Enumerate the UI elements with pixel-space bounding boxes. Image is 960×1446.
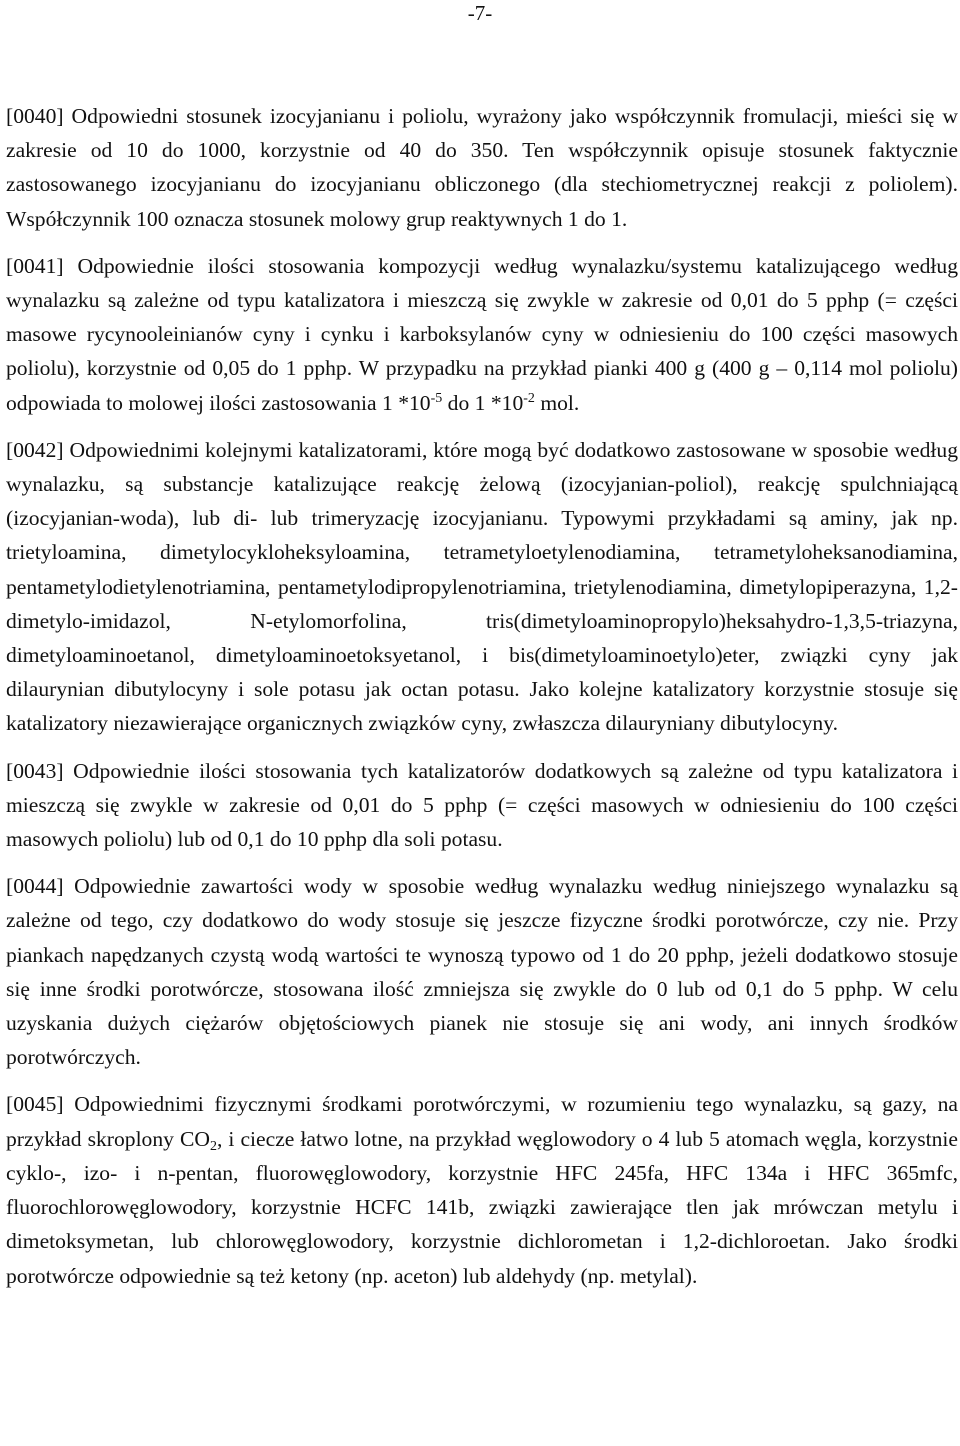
paragraph-text: Odpowiednie zawartości wody w sposobie według wynalazku według niniejszego wynalazku są zależne od tego, czy dodatkowo do wody stosuje się jeszcze fizyczne środki porotwórcze, czy nie. Przy piankach napędzanych czystą wodą wartości te wynoszą typowo od 1 do 20 pphp, jeżeli dodatkowo stosuje się inne środki porotwórcze, stosowana ilość zmniejsza się zwykle do 0 lub od 0,1 do 5 pphp. W celu uzyskania dużych ciężarów objętościowych pianek nie stosuje się ani wody, ani innych środków porotwórczych. bbox=[6, 874, 958, 1070]
paragraph-text: Odpowiednimi fizycznymi środkami porotwórczymi, w rozumieniu tego wynalazku, są gazy, na przykład skroplony CO bbox=[6, 1092, 958, 1151]
paragraph-text: , i ciecze łatwo lotne, na przykład węglowodory o 4 lub 5 atomach węgla, korzystnie cyklo-, izo- i n-pentan, fluorowęglowodory, korzystnie HFC 245fa, HFC 134a i HFC 365mfc, fluorochlorowęglowodory, korzystnie HCFC 141b, związki zawierające tlen jak mrówczan metylu i dimetoksymetan, lub chlorowęglowodory, korzystnie dichlorometan i 1,2-dichloroetan. Jako środki porotwórcze odpowiednie są też ketony (np. aceton) lub aldehydy (np. metylal). bbox=[6, 1126, 958, 1288]
paragraph-text: Odpowiednie ilości stosowania tych katalizatorów dodatkowych są zależne od typu katalizatora i mieszczą się zwykle w zakresie od 0,01 do 5 pphp (= części masowych w odniesieniu do 100 części masowych poliolu) lub od 0,1 do 10 pphp dla soli potasu. bbox=[6, 758, 958, 852]
paragraph-0042 bbox=[6, 433, 958, 741]
paragraph-text: Odpowiednimi kolejnymi katalizatorami, które mogą być dodatkowo zastosowane w sposobie według wynalazku, są substancje katalizujące reakcję żelową (izocyjanian-poliol), reakcję spulchniającą (izocyjanian-woda), lub di- lub trimeryzację izocyjanianu. Typowymi przykładami są aminy, jak np. trietyloamina, dimetylocykloheksyloamina, tetrametyloetylenodiamina, tetrametyloheksanodiamina, pentametylodietylenotriamina, pentametylodipropylenotriamina, trietylenodiamina, dimetylopiperazyna, 1,2-dimetylo-imidazol, N-etylomorfolina, tris(dimetyloaminopropylo)heksahydro-1,3,5-triazyna, dimetyloaminoetanol, dimetyloaminoetoksyetanol, i bis(dimetyloaminoetylo)eter, związki cyny jak dilaurynian dibutylocyny i sole potasu jak octan potasu. Jako kolejne katalizatory korzystnie stosuje się katalizatory niezawierające organicznych związków cyny, zwłaszcza dilauryniany dibutylocyny. bbox=[6, 437, 958, 736]
page-number: -7- bbox=[467, 1, 493, 25]
paragraph-text: do 1 *10 bbox=[442, 390, 524, 415]
paragraph-0043 bbox=[6, 754, 958, 857]
exponent: -5 bbox=[430, 390, 443, 406]
subscript: 2 bbox=[209, 1138, 217, 1154]
paragraph-id: [0040] bbox=[6, 104, 64, 128]
paragraph-text: Odpowiedni stosunek izocyjanianu i poliolu, wyrażony jako współczynnik fromulacji, mieści się w zakresie od 10 do 1000, korzystnie od 40 do 350. Ten współczynnik opisuje stosunek faktycznie zastosowanego izocyjanianu do izocyjanianu obliczonego (dla stechiometrycznej reakcji z poliolem). Współczynnik 100 oznacza stosunek molowy grup reaktywnych 1 do 1. bbox=[6, 104, 958, 231]
paragraph-id: [0041] bbox=[6, 253, 64, 278]
paragraph-0041 bbox=[6, 249, 958, 420]
paragraph-id: [0044] bbox=[6, 874, 64, 899]
paragraph-0045 bbox=[6, 1087, 958, 1292]
paragraph-text: mol. bbox=[534, 390, 580, 415]
paragraph-0044 bbox=[6, 869, 958, 1074]
paragraph-text: Odpowiednie ilości stosowania kompozycji według wynalazku/systemu katalizującego według wynalazku są zależne od typu katalizatora i mieszczą się zwykle w zakresie od 0,01 do 5 pphp (= części masowe rycynooleinianów cyny i cynku i karboksylanów cyny w odniesieniu do 100 części masowych poliolu), korzystnie od 0,05 do 1 pphp. W przypadku na przykład pianki 400 g (400 g – 0,114 mol poliolu) odpowiada to molowej ilości zastosowania 1 *10 bbox=[6, 253, 958, 415]
paragraph-id: [0045] bbox=[6, 1092, 64, 1117]
exponent: -2 bbox=[523, 390, 535, 406]
paragraph-0040 bbox=[6, 99, 958, 236]
paragraph-id: [0042] bbox=[6, 437, 64, 462]
paragraph-id: [0043] bbox=[6, 758, 64, 783]
document-body bbox=[6, 99, 958, 1306]
